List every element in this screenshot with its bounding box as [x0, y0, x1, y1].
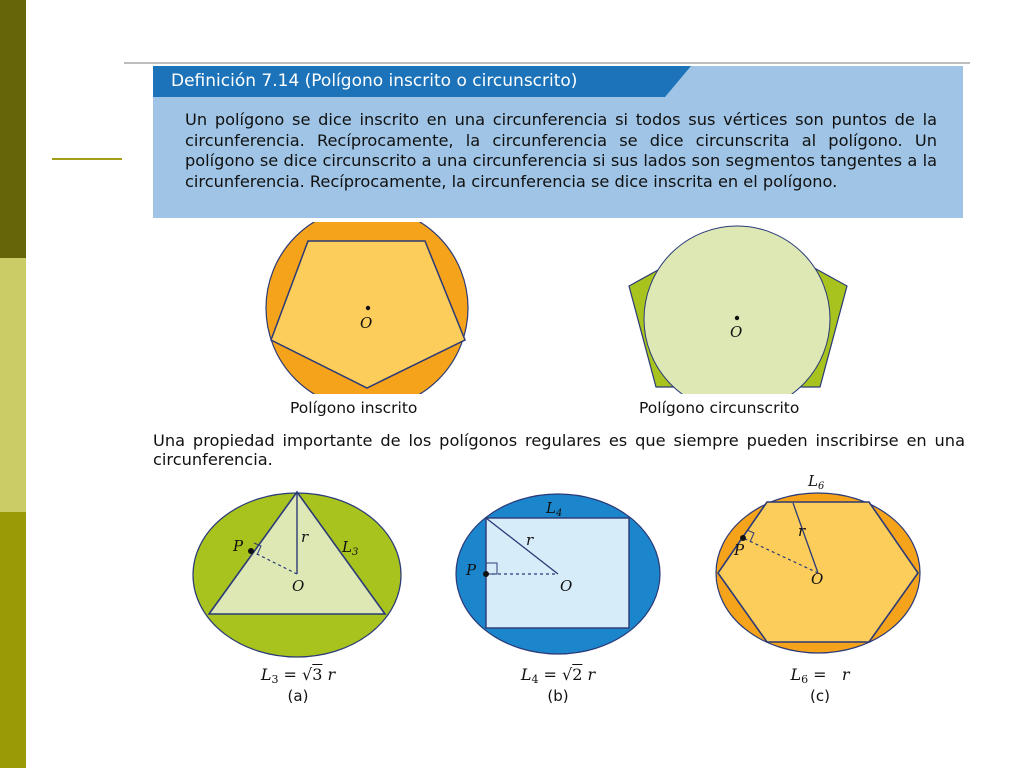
point-label: P	[466, 561, 477, 579]
definition-title: Definición 7.14 (Polígono inscrito o circunscrito)	[153, 66, 665, 97]
radius-label: r	[301, 528, 309, 546]
point-label: P	[734, 541, 745, 559]
center-label: O	[292, 577, 305, 595]
hexagon-figure	[714, 470, 950, 654]
center-label: O	[360, 314, 373, 332]
formula-a: $L_3 = √3$ r (a)	[238, 666, 358, 705]
inscribed-caption: Polígono inscrito	[290, 399, 418, 417]
radius-label: r	[798, 522, 806, 540]
radius-label: r	[526, 531, 534, 549]
regular-polygons-paragraph: Una propiedad importante de los polígonos regulares es que siempre pueden inscribirse en una circunferencia.	[153, 431, 965, 469]
definition-title-tail	[665, 66, 691, 97]
tag-c: (c)	[810, 687, 830, 705]
side-label-l4: $L_4$	[546, 499, 563, 519]
triangle-figure	[191, 488, 403, 658]
circumscribed-caption: Polígono circunscrito	[639, 399, 800, 417]
formula-c: $L_6 = r$ (c)	[760, 666, 880, 705]
formula-b: $L_4 = √2$ r (b)	[498, 666, 618, 705]
tag-a: (a)	[287, 687, 309, 705]
side-band-top	[0, 0, 26, 258]
center-label: O	[730, 323, 743, 341]
tag-b: (b)	[547, 687, 569, 705]
center-label: O	[560, 577, 573, 595]
side-band-bottom	[0, 512, 26, 768]
side-band-middle	[0, 258, 26, 512]
definition-body: Un polígono se dice inscrito en una circunferencia si todos sus vértices son puntos de la circunferencia. Recíprocamente, la circunferencia se dice circunscrita al polígono. Un polígono se dice circunscrito a una circunferencia si sus lados son segmentos tangentes a la circunferencia. Recíprocamente, la circunferencia se dice inscrita en el polígono.	[185, 110, 937, 191]
circumscribed-polygon-figure	[626, 224, 850, 394]
decorative-line	[52, 158, 122, 160]
top-rule	[124, 62, 970, 64]
center-label: O	[811, 570, 824, 588]
side-label-l3: $L_3$	[342, 538, 359, 558]
square-figure	[454, 492, 664, 656]
side-label-l6: $L_6$	[808, 472, 825, 492]
inscribed-polygon-figure	[262, 222, 472, 394]
point-label: P	[233, 537, 244, 555]
